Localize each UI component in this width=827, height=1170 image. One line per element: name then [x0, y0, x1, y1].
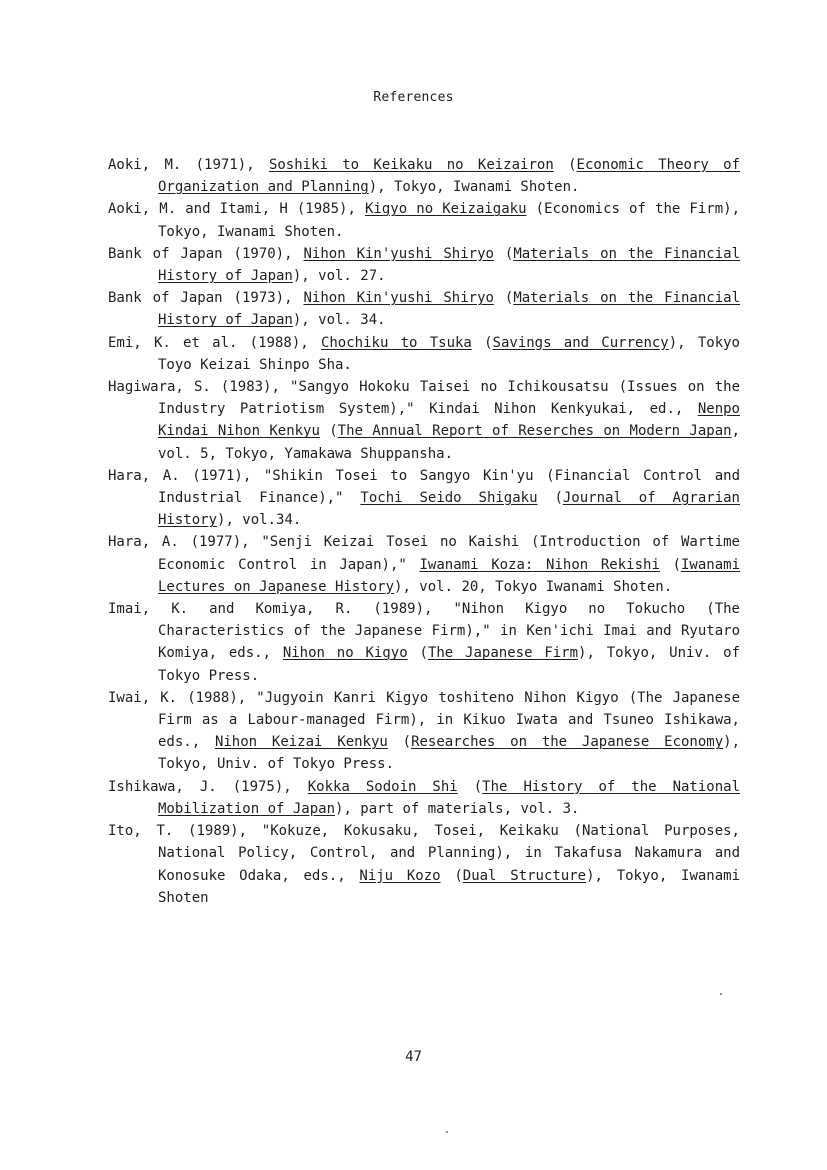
reference-text: , vol. 5, Tokyo, Yamakawa Shuppansha. — [158, 423, 740, 462]
reference-text: ( — [493, 290, 514, 307]
reference-text: ), Tokyo, Univ. of Tokyo Press. — [158, 645, 740, 684]
underlined-title: Nenpo Kindai Nihon Kenkyu — [158, 401, 740, 440]
reference-text: ), vol. 20, Tokyo Iwanami Shoten. — [394, 578, 673, 595]
reference-text: ( — [407, 645, 428, 662]
reference-entry — [108, 376, 740, 465]
reference-text: Ishikawa, J. (1975), — [108, 778, 308, 795]
underlined-title: The History of the National Mobilization of Japan — [158, 778, 741, 817]
underlined-title: Savings and Currency — [492, 334, 669, 351]
underlined-title: Dual Structure — [462, 867, 587, 884]
reference-entry — [108, 198, 740, 242]
reference-text: ), vol. 27. — [292, 268, 386, 285]
underlined-title: Iwanami Lectures on Japanese History — [158, 556, 741, 595]
page-number: 47 — [405, 1049, 422, 1065]
reference-entry — [108, 776, 740, 820]
underlined-title: Niju Kozo — [359, 867, 441, 884]
reference-entry — [108, 531, 740, 598]
underlined-title: Materials on the Financial History of Japan — [158, 245, 741, 285]
underlined-title: Economic Theory of Organization and Planning — [158, 157, 740, 196]
page-title: References — [373, 90, 454, 105]
reference-text: ( — [537, 490, 563, 507]
reference-entry — [108, 332, 740, 376]
reference-text: ), vol. 34. — [292, 312, 386, 329]
reference-text: ), Tokyo, Iwanami Shoten. — [368, 179, 580, 196]
scan-speck — [720, 993, 722, 995]
reference-text: ), vol.34. — [217, 512, 302, 529]
reference-text: ), part of materials, vol. 3. — [335, 800, 580, 817]
reference-text: Ito, T. (1989), "Kokuze, Kokusaku, Tosei, Keikaku (National Purposes, National Policy, Control, and Planning), in Takafusa Nakamura and Konosuke Odaka, eds., — [108, 823, 740, 884]
reference-text: ( — [553, 157, 577, 173]
underlined-title: Tochi Seido Shigaku — [360, 490, 538, 507]
reference-text: ), Tokyo, Iwanami Shoten — [158, 867, 741, 906]
underlined-title: Iwanami Koza: Nihon Rekishi — [419, 556, 660, 573]
reference-text: ( — [457, 778, 483, 795]
reference-entry — [108, 243, 740, 287]
reference-text: ( — [440, 867, 463, 884]
underlined-title: Journal of Agrarian History — [158, 490, 740, 529]
reference-entry — [108, 820, 740, 909]
reference-text: Bank of Japan (1970), — [108, 245, 304, 262]
reference-text: ( — [387, 734, 412, 751]
reference-text: ), Tokyo, Univ. of Tokyo Press. — [158, 734, 740, 773]
underlined-title: Soshiki to Keikaku no Keizairon — [268, 157, 554, 173]
reference-text: ( — [659, 556, 681, 573]
underlined-title: Researches on the Japanese Economy — [411, 734, 724, 751]
reference-entry — [108, 598, 740, 687]
underlined-title: Chochiku to Tsuka — [320, 334, 472, 351]
underlined-title: The Annual Report of Reserches on Modern Japan — [337, 423, 732, 440]
reference-text: ( — [493, 245, 514, 262]
underlined-title: The Japanese Firm — [427, 645, 579, 662]
reference-entry — [108, 287, 740, 331]
reference-text: Imai, K. and Komiya, R. (1989), "Nihon Kigyo no Tokucho (The Characteristics of the Japanese Firm)," in Ken'ichi Imai and Ryutaro Komiya, eds., — [108, 601, 740, 662]
reference-text: Bank of Japan (1973), — [108, 290, 304, 307]
reference-text: Iwai, K. (1988), "Jugyoin Kanri Kigyo toshiteno Nihon Kigyo (The Japanese Firm as a Labour-managed Firm), in Kikuo Iwata and Tsuneo Ishikawa, eds., — [108, 689, 740, 751]
reference-text: (Economics of the Firm), Tokyo, Iwanami Shoten. — [158, 201, 740, 240]
reference-entry — [108, 465, 740, 532]
reference-text: Hara, A. (1971), "Shikin Tosei to Sangyo Kin'yu (Financial Control and Industrial Finance)," — [108, 467, 740, 507]
reference-text: ( — [319, 423, 338, 440]
underlined-title: Kigyo no Keizaigaku — [365, 201, 527, 218]
reference-text: ), Tokyo Toyo Keizai Shinpo Sha. — [158, 334, 740, 373]
underlined-title: Kokka Sodoin Shi — [307, 778, 458, 795]
scan-speck — [446, 1131, 448, 1133]
reference-text: Hagiwara, S. (1983), "Sangyo Hokoku Taisei no Ichikousatsu (Issues on the Industry Patriotism System)," Kindai Nihon Kenkyukai, ed., — [108, 379, 740, 418]
reference-text: Aoki, M. and Itami, H (1985), — [108, 201, 365, 218]
underlined-title: Nihon Keizai Kenkyu — [214, 734, 388, 751]
reference-list — [108, 154, 740, 909]
reference-entry — [108, 687, 740, 776]
underlined-title: Nihon no Kigyo — [282, 645, 408, 662]
underlined-title: Nihon Kin'yushi Shiryo — [303, 245, 494, 262]
reference-text: Hara, A. (1977), "Senji Keizai Tosei no Kaishi (Introduction of Wartime Economic Control in Japan)," — [108, 534, 740, 573]
reference-text: Emi, K. et al. (1988), — [108, 334, 321, 351]
underlined-title: Materials on the Financial History of Japan — [158, 290, 741, 329]
reference-text: ( — [471, 334, 493, 351]
reference-entry — [108, 154, 740, 198]
underlined-title: Nihon Kin'yushi Shiryo — [303, 290, 494, 307]
reference-text: Aoki, M. (1971), — [108, 157, 269, 173]
